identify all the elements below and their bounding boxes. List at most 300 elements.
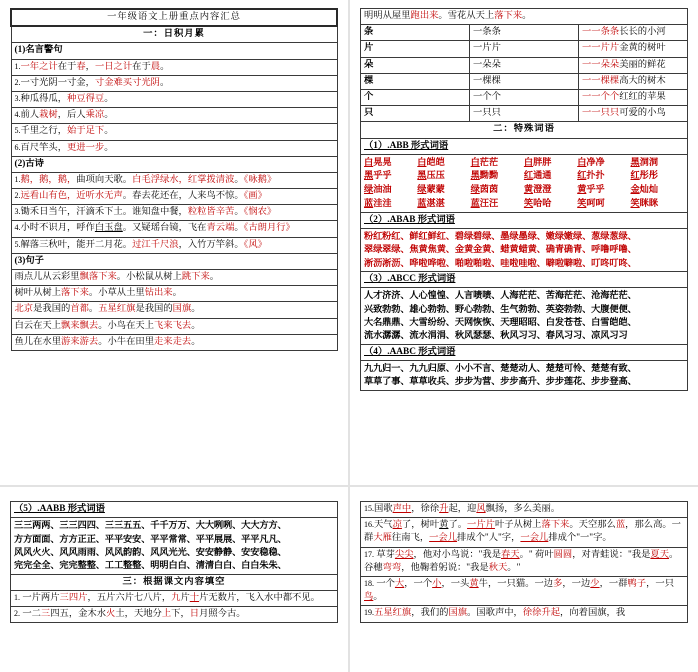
text-run: 绿 (364, 184, 374, 195)
item-number: 5. (14, 239, 21, 249)
aabc-subheading: （4）.AABC 形式词语 (361, 344, 688, 360)
text-run: 四片 (68, 592, 88, 603)
text-line (11, 286, 337, 302)
classifier-char: 片 (361, 41, 470, 57)
subheading-sentences: (3)句子 (11, 253, 337, 269)
classifier-reduplicated: 一只只 (470, 106, 579, 122)
text-run: ，一头 (441, 578, 470, 589)
text-run: 白玉盘 (94, 223, 123, 234)
abb-word (577, 156, 630, 170)
text-run: 。春去花还在，人来鸟不惊。 (122, 191, 244, 202)
text-run: 一会儿 (429, 533, 458, 544)
text-run: 大雁 (373, 533, 392, 544)
text-run: 一会儿 (520, 533, 549, 544)
classifier-row (361, 57, 688, 73)
text-run: 首都 (70, 304, 89, 315)
text-run: 跳下来 (181, 272, 210, 282)
abb-word (524, 197, 577, 211)
text-run: 《咏鹅》 (243, 174, 277, 185)
text-run: 黝黝 (479, 170, 499, 181)
text-run: 鸭子 (627, 578, 647, 589)
text-line (11, 140, 337, 156)
abb-word (471, 169, 524, 183)
text-run: 解落三秋叶，能开二月花。 (20, 239, 133, 250)
text-run: 蓝 (364, 198, 374, 209)
text-run: 绿 (470, 184, 480, 195)
text-run: 徐徐升起 (522, 608, 561, 619)
text-run: 呵呵 (586, 198, 605, 209)
text-run: 三 (59, 592, 69, 603)
text-run: 落下来 (541, 520, 570, 531)
text-run: 一一个个 (582, 91, 620, 102)
text-run: 黑 (417, 170, 427, 181)
text-run: 洼洼 (373, 198, 392, 209)
word-line: 方方面面、方方正正、平平安安、平平常常、平平展展、平平凡凡、 (14, 533, 287, 544)
abb-words-row (361, 154, 688, 212)
abcc-head-row (361, 272, 688, 288)
text-run: 一年之计 (20, 61, 58, 72)
classifier-reduplicated: 一个个 (470, 89, 579, 105)
text-run: 扑扑 (586, 170, 605, 181)
text-run: 眯眯 (639, 198, 659, 209)
text-run: 风 (476, 504, 486, 514)
text-run: 红 (577, 170, 587, 181)
text-run: 红红的苹果 (619, 91, 666, 102)
text-run: 飘落下来 (79, 272, 117, 282)
text-run: 蒙蒙 (426, 184, 445, 195)
text-run: 一寸光阴一寸金， (20, 77, 95, 88)
text-run: 飘来飘去 (61, 320, 99, 331)
text-run: 种豆得豆 (67, 93, 105, 104)
page-thumbnail-1[interactable] (0, 0, 348, 485)
item-number: 3. (14, 207, 21, 217)
text-run: 百尺竿头， (20, 142, 67, 153)
text-run: 。天空那么 (569, 520, 616, 531)
text-run: 飞来飞去 (154, 320, 192, 331)
classifier-char: 棵 (361, 73, 470, 89)
classifier-phrase (579, 89, 688, 105)
text-line (11, 270, 337, 286)
text-run: 乘凉 (85, 110, 105, 121)
text-run: 《悯农》 (243, 207, 277, 218)
abb-word (630, 197, 683, 211)
text-run: 。 (88, 304, 99, 315)
text-run: 茵茵 (479, 184, 499, 195)
text-run: 落下来 (494, 11, 523, 21)
table-row (11, 590, 338, 606)
text-run: 曲项向天歌。 (76, 174, 133, 185)
text-run: ，入竹万竿斜。 (178, 239, 244, 250)
section-2-heading: 二：特殊词语 (361, 122, 688, 138)
text-run: 过江千尺浪 (132, 239, 179, 250)
text-run: 白 (577, 156, 587, 167)
item-number: 4. (14, 223, 21, 233)
text-run: 鹅，鹅，鹅， (20, 174, 77, 185)
text-run: 国旗 (172, 304, 192, 315)
classifier-row (361, 73, 688, 89)
text-run: 粒粒皆辛苦 (187, 207, 235, 218)
text-run: 往南飞， (391, 533, 430, 544)
item-number: 2. (14, 608, 20, 618)
text-run: 白云在天上 (14, 320, 61, 331)
table-row (361, 547, 688, 576)
text-run: ，我们的 (411, 608, 449, 619)
item-number: 18. (364, 578, 374, 588)
section-row-2 (361, 122, 688, 138)
text-run: ，那么高。一群 (364, 520, 681, 544)
item-number: 16. (364, 520, 374, 530)
classifier-reduplicated: 一朵朵 (470, 57, 579, 73)
abb-word (577, 169, 630, 183)
top-sentence (361, 9, 688, 25)
text-run: 叶子从树上 (494, 520, 542, 531)
text-run: 。国歌声中， (467, 608, 523, 619)
abab-subheading: （2）.ABAB 形式词语 (361, 212, 688, 228)
word-line: 翠绿翠绿、焦黄焦黄、金黄金黄、蜡黄蜡黄、确青确青、呼噜呼噜、 (364, 244, 637, 255)
abb-words-cell (361, 154, 688, 212)
text-run: 九 (171, 592, 181, 603)
item-number: 1. (14, 174, 21, 184)
abb-word (577, 183, 630, 197)
abb-head-row (361, 138, 688, 154)
classifier-row (361, 106, 688, 122)
classifier-char: 只 (361, 106, 470, 122)
text-run: 可爱的小鸟 (619, 108, 666, 119)
text-run: 小时不识月，呼作 (20, 223, 95, 234)
text-run: 十 (189, 592, 200, 603)
text-run: 落下来 (61, 288, 89, 299)
text-run: 凉 (392, 520, 402, 531)
text-run: 。" (507, 562, 521, 573)
classifier-row (361, 41, 688, 57)
aabb-word-list (14, 519, 334, 572)
classifier-reduplicated: 一片片 (470, 41, 579, 57)
item-number: 1. (14, 592, 20, 602)
text-line (11, 237, 337, 253)
text-run: 四五，金木水 (50, 608, 107, 619)
text-run: 片无数片，飞入水中都不见。 (199, 592, 320, 603)
text-run: 更进一步 (67, 142, 105, 153)
table-row (361, 518, 688, 547)
text-run: 。 (373, 592, 383, 603)
text-run: 前人 (20, 110, 40, 121)
text-run: 走来走去 (154, 336, 192, 347)
text-run: 。 (160, 61, 170, 72)
item-number: 2. (14, 191, 21, 201)
subheading-row-mottos (11, 43, 337, 59)
text-run: 千里之行， (20, 126, 67, 137)
text-run: 皑皑 (426, 156, 445, 167)
text-run: 压压 (426, 170, 445, 181)
text-run: 黄 (523, 184, 534, 195)
table-row (361, 576, 688, 605)
aabc-words-cell (361, 360, 688, 390)
text-run: 《画》 (243, 191, 267, 202)
table-row (361, 606, 688, 622)
text-run: ，他对小鸟说："我是 (413, 549, 501, 560)
item-number: 15. (364, 504, 374, 513)
text-run: 长长的小河 (619, 27, 666, 38)
text-run: 《古朗月行》 (243, 223, 295, 234)
text-run: 月照今古。 (199, 608, 246, 619)
text-run: ，向着国旗，我 (560, 608, 626, 619)
abab-words-row (361, 229, 688, 272)
title-row (11, 9, 337, 26)
text-line (11, 108, 337, 124)
text-run: 。 (191, 320, 201, 331)
abb-word (417, 156, 470, 170)
aabb-subheading: （5）.AABB 形式词语 (11, 502, 338, 518)
text-run: 夏天 (650, 549, 670, 560)
text-run: 白 (523, 156, 534, 167)
text-run: 天气 (374, 520, 393, 531)
text-run: 蓝 (615, 520, 626, 531)
text-run: 排成个"一"字。 (548, 533, 612, 544)
text-run: 乎乎 (586, 184, 605, 195)
text-run: 一日之计 (94, 61, 133, 72)
text-run: ，一边 (562, 578, 591, 589)
word-line: 三三两两、三三四四、三三五五、千千万万、大大咧咧、大大方方、 (14, 520, 287, 531)
text-run: 下， (171, 608, 190, 619)
text-run: 黑 (364, 170, 374, 181)
abb-word (417, 197, 470, 211)
abb-word (577, 197, 630, 211)
text-run: 。 (234, 207, 244, 218)
mottos-list (11, 59, 337, 156)
text-run: ，一个 (404, 578, 433, 589)
word-line: 九九归一、九九归原、小小不言、楚楚动人、楚楚可怜、楚楚有致、 (364, 362, 637, 373)
text-run: 。 (234, 174, 244, 185)
text-line (361, 502, 688, 518)
classifier-reduplicated: 一棵棵 (470, 73, 579, 89)
abcc-word-list (364, 289, 684, 342)
text-line (11, 189, 337, 205)
text-line (11, 590, 338, 606)
text-run: 始于足下 (67, 126, 105, 137)
table-row (11, 172, 337, 188)
abb-word (364, 169, 417, 183)
text-run: 红 (523, 170, 534, 181)
word-line: 兴致勃勃、雄心勃勃、野心勃勃、生气勃勃、英姿勃勃、大腹便便、 (364, 303, 637, 314)
text-line (11, 91, 337, 107)
top-sentence-row (361, 9, 688, 25)
text-run: 春 (76, 61, 86, 72)
abb-subheading: （1）.ABB 形式词语 (361, 138, 688, 154)
text-run: 圆圆 (553, 549, 573, 560)
text-run: 一片两片 (20, 592, 60, 603)
text-run: 。" 荷叶 (519, 549, 554, 560)
text-run: 跑出来 (410, 11, 439, 21)
text-run: 红旗 (392, 608, 412, 619)
text-run: 种瓜得瓜， (20, 93, 67, 104)
text-run: 树叶从树上 (14, 288, 61, 299)
item-number: 4. (14, 110, 21, 120)
section-row-3 (11, 574, 338, 590)
text-run: 黑 (470, 170, 480, 181)
document-title: 一年级语文上册重点内容汇总 (11, 9, 337, 26)
text-run: ，一群 (599, 578, 628, 589)
text-run: 白毛浮绿水， (132, 174, 188, 185)
text-run: 洞洞 (639, 156, 659, 167)
text-run: 绿 (417, 184, 427, 195)
table-row (11, 108, 337, 124)
abb-word (364, 183, 417, 197)
text-run: 国歌 (374, 504, 393, 514)
text-line (361, 576, 688, 605)
abb-word (524, 169, 577, 183)
aabc-words-row (361, 360, 688, 390)
classifier-rows (361, 25, 688, 122)
text-line (361, 606, 688, 622)
text-run: 起，迎 (448, 504, 477, 514)
classifier-phrase (579, 106, 688, 122)
table-row (361, 502, 688, 518)
text-run: ， (85, 61, 95, 72)
text-run: 在于 (132, 61, 151, 72)
text-run: 。 (172, 288, 182, 299)
text-run: 黄 (439, 520, 449, 531)
text-run: 蓝 (417, 198, 427, 209)
page4-item-list (361, 502, 688, 623)
text-run: ，他鞠着躬说："我是 (401, 562, 489, 573)
table-row (11, 286, 337, 302)
text-run: 小 (432, 578, 442, 589)
abb-word (630, 169, 683, 183)
text-run: 游来游去 (61, 336, 99, 347)
text-run: 。小牛在田里 (98, 336, 154, 347)
text-run: 牛，一只猫。一边 (478, 578, 554, 589)
text-line (11, 205, 337, 221)
text-run: 尖尖 (394, 549, 414, 560)
text-run: 白 (417, 156, 427, 167)
table-row (11, 59, 337, 75)
text-run: 五星红旗 (98, 304, 136, 315)
text-run: ，徐徐 (411, 504, 440, 514)
page-thumbnail-4[interactable] (350, 487, 698, 672)
text-run: 。 (104, 142, 114, 153)
text-line (361, 518, 688, 547)
text-run: 。小鸟在天上 (98, 320, 154, 331)
text-run: 。 (209, 272, 220, 282)
text-run: 在于 (57, 61, 77, 72)
classifier-row (361, 25, 688, 41)
text-run: 一一片片 (582, 43, 620, 54)
item-number: 17. (364, 549, 374, 559)
table-row (11, 124, 337, 140)
word-line: 风风火火、风风雨雨、风风韵韵、风风光光、安安静静、安安稳稳、 (14, 546, 287, 557)
classifier-char: 朵 (361, 57, 470, 73)
text-run: 汪汪 (479, 198, 499, 209)
table-row (11, 606, 338, 622)
table-row (11, 302, 337, 318)
item-number: 3. (14, 93, 21, 103)
text-run: 。 (159, 77, 170, 88)
text-run: 大 (394, 578, 405, 589)
text-run: 。 (191, 336, 201, 347)
text-run: 金黄的树叶 (619, 43, 666, 54)
item-number: 2. (14, 77, 21, 87)
text-run: 一一棵棵 (582, 75, 620, 86)
text-run: 钻出来 (144, 288, 173, 299)
word-line: 人才济济、人心惶惶、人言啧啧、人海茫茫、苦海茫茫、沧海茫茫、 (364, 290, 637, 301)
text-run: 一一条条 (582, 27, 620, 38)
text-line (11, 172, 337, 188)
text-run: 土，天地分 (115, 608, 162, 619)
page1-table (10, 8, 338, 351)
text-run: 红 (630, 170, 640, 181)
text-run: 。 (104, 93, 114, 104)
classifier-char: 条 (361, 25, 470, 41)
text-run: 片 (180, 592, 190, 603)
text-run: 一个 (374, 578, 395, 589)
text-line (11, 334, 337, 350)
abb-word (364, 156, 417, 170)
text-run: 星 (383, 608, 393, 619)
word-line: 大名鼎鼎、大雪纷纷、天网恢恢、天理昭昭、白发苍苍、白雪皑皑、 (364, 316, 637, 327)
abb-word-grid (364, 156, 684, 211)
text-run: 通通 (533, 170, 552, 181)
aabc-word-list (364, 362, 684, 389)
text-run: 。小草从土里 (88, 288, 145, 299)
text-run: 一片片 (467, 520, 495, 531)
aabc-head-row (361, 344, 688, 360)
subheading-row-poems (11, 156, 337, 172)
text-run: 火 (106, 608, 116, 619)
text-run: 飘扬，多么美丽。 (485, 504, 561, 514)
abb-word (471, 156, 524, 170)
text-run: ，五片六片七八片， (87, 592, 172, 603)
text-run: 笑 (577, 198, 587, 209)
text-run: 。又疑瑶台镜，飞在 (122, 223, 207, 234)
abab-head-row (361, 212, 688, 228)
text-run: 声中 (392, 504, 412, 514)
abb-word (417, 169, 470, 183)
word-line: 草草了事、草草收兵、步步为营、步步高升、步步莲花、步步登高、 (364, 376, 637, 387)
text-run: 油油 (373, 184, 392, 195)
text-run: 黑 (630, 156, 640, 167)
text-run: 明明 (364, 11, 383, 21)
table-row (11, 270, 337, 286)
text-run: 白 (364, 156, 374, 167)
table-row (11, 140, 337, 156)
text-run: 。雪花从天上 (438, 11, 495, 21)
text-run: 了，树叶 (401, 520, 440, 531)
text-run: 北京 (14, 304, 34, 315)
text-run: 春天 (501, 549, 520, 560)
aabb-words-cell (11, 518, 338, 574)
page-thumbnail-2[interactable] (350, 0, 698, 485)
abb-word (630, 183, 683, 197)
text-run: 哈哈 (533, 198, 552, 209)
text-run: 少 (590, 578, 600, 589)
text-run: 红掌拨清波 (187, 174, 235, 185)
text-run: 乎乎 (373, 170, 392, 181)
table-row (11, 221, 337, 237)
text-run: 黄 (577, 184, 587, 195)
text-line (11, 221, 337, 237)
text-run: 寸金难买寸光阴 (94, 77, 160, 88)
text-line (11, 606, 338, 622)
classifier-phrase (579, 25, 688, 41)
abb-word (524, 156, 577, 170)
text-run: 晃晃 (373, 156, 392, 167)
page-thumbnail-3[interactable] (0, 487, 348, 672)
text-run: 排成个"人"字， (457, 533, 521, 544)
text-run: 鱼儿在水里 (14, 336, 61, 347)
text-run: 一二 (20, 608, 41, 619)
text-run: 茫茫 (479, 156, 499, 167)
text-line (11, 302, 337, 318)
